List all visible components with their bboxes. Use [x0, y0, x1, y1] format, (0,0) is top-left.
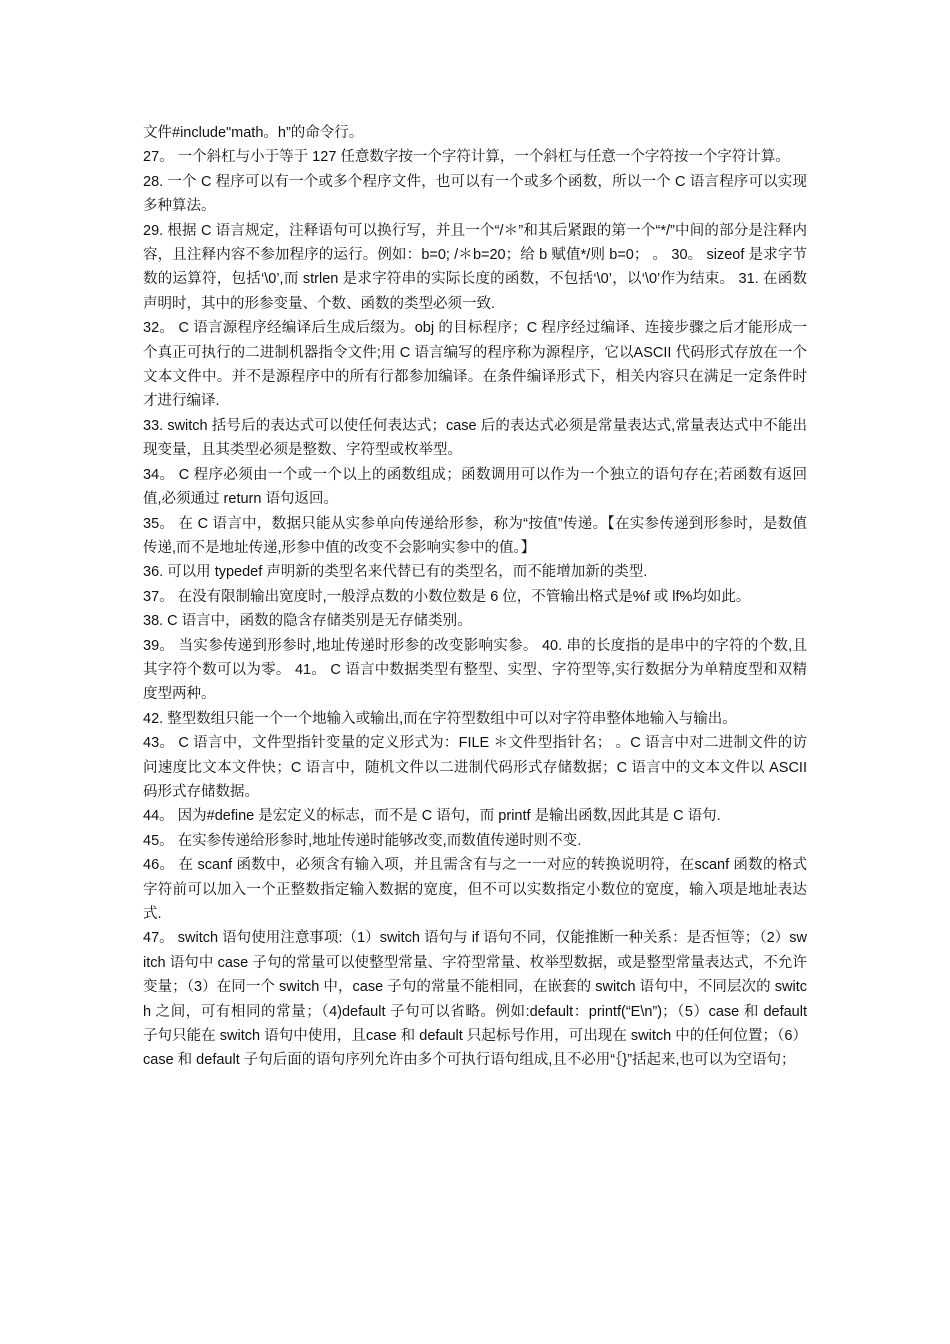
paragraph-32: 32。 C 语言源程序经编译后生成后缀为。obj 的目标程序；C 程序经过编译、连接步骤之后才能形成一个真正可执行的二进制机器指令文件;用 C 语言编写的程序称为源程序，它以ASCII 代码形式存放在一个文本文件中。并不是源程序中的所有行都参加编译。在条件编译形式下，相关内容只在满足一定条件时才进行编译.: [143, 320, 807, 410]
paragraph-39-41: 39。 当实参传递到形参时,地址传递时形参的改变影响实参。 40. 串的长度指的是串中的字符的个数,且其字符个数可以为零。 41。 C 语言中数据类型有整型、实型、字符型等,实行数据分为单精度型和双精度型两种。: [143, 637, 807, 703]
paragraph-36: 36. 可以用 typedef 声明新的类型名来代替已有的类型名，而不能增加新的类型.: [143, 564, 648, 581]
document-body: [143, 121, 807, 1073]
paragraph-43: 43。 C 语言中，文件型指针变量的定义形式为：FILE ＊文件型指针名； 。C 语言中对二进制文件的访问速度比文本文件快；C 语言中，随机文件以二进制代码形式存储数据；C 语言中的文本文件以 ASCII 码形式存储数据。: [143, 735, 807, 800]
paragraph-45: 45。 在实参传递给形参时,地址传递时能够改变,而数值传递时则不变.: [143, 832, 582, 849]
paragraph-38: 38. C 语言中，函数的隐含存储类别是无存储类别。: [143, 613, 472, 630]
paragraph-46: 46。 在 scanf 函数中，必须含有输入项，并且需含有与之一一对应的转换说明符，在scanf 函数的格式字符前可以加入一个正整数指定输入数据的宽度，但不可以实数指定小数位的宽度，输入项是地址表达式.: [143, 857, 807, 922]
paragraph-35: 35。 在 C 语言中，数据只能从实参单向传递给形参，称为“按值”传递。【在实参传递到形参时，是数值传递,而不是地址传递,形参中值的改变不会影响实参中的值。】: [143, 515, 807, 556]
paragraph-27: 27。 一个斜杠与小于等于 127 任意数字按一个字符计算，一个斜杠与任意一个字符按一个字符计算。: [143, 149, 790, 166]
paragraph-29-31: 29. 根据 C 语言规定，注释语句可以换行写，并且一个“/＊”和其后紧跟的第一个“*/”中间的部分是注释内容，且注释内容不参加程序的运行。例如：b=0; /＊b=20；给 b 赋值*/则 b=0； 。 30。 sizeof 是求字节数的运算符，包括‘\0’,而 strlen 是求字符串的实际长度的函数，不包括‘\0’，以‘\0’作为结束。 31. 在函数声明时，其中的形参变量、个数、函数的类型必须一致.: [143, 222, 807, 312]
paragraph-34: 34。 C 程序必须由一个或一个以上的函数组成；函数调用可以作为一个独立的语句存在;若函数有返回值,必须通过 return 语句返回。: [143, 466, 807, 508]
paragraph-44: 44。 因为#define 是宏定义的标志，而不是 C 语句，而 printf 是输出函数,因此其是 C 语句.: [143, 808, 721, 825]
paragraph-37: 37。 在没有限制输出宽度时,一般浮点数的小数位数是 6 位，不管输出格式是%f 或 lf%均如此。: [143, 588, 751, 605]
paragraph-47: 47。 switch 语句使用注意事项:（1）switch 语句与 if 语句不同，仅能推断一种关系：是否恒等；（2）switch 语句中 case 子句的常量可以使整型常量、字符型常量、枚举型数据，或是整型常量表达式，不允许变量；（3）在同一个 switch 中，case 子句的常量不能相同，在嵌套的 switch 语句中，不同层次的 switch 之间，可有相同的常量；（4)default 子句可以省略。例如:default：printf(“E\n”)；（5）case 和 default 子句只能在 switch 语句中使用，且case 和 default 只起标号作用，可出现在 switch 中的任何位置；（6）case 和 default 子句后面的语句序列允许由多个可执行语句组成,且不必用“｛}”括起来,也可以为空语句；: [143, 930, 807, 1069]
paragraph-include-fragment: 文件#include"math。h”的命令行。: [143, 125, 364, 141]
paragraph-28: 28. 一个 C 程序可以有一个或多个程序文件，也可以有一个或多个函数，所以一个 C 语言程序可以实现多种算法。: [143, 173, 807, 215]
paragraph-33: 33. switch 括号后的表达式可以使任何表达式；case 后的表达式必须是常量表达式,常量表达式中不能出现变量，且其类型必须是整数、字符型或枚举型。: [143, 417, 807, 459]
paragraph-42: 42. 整型数组只能一个一个地输入或输出,而在字符型数组中可以对字符串整体地输入与输出。: [143, 710, 737, 727]
